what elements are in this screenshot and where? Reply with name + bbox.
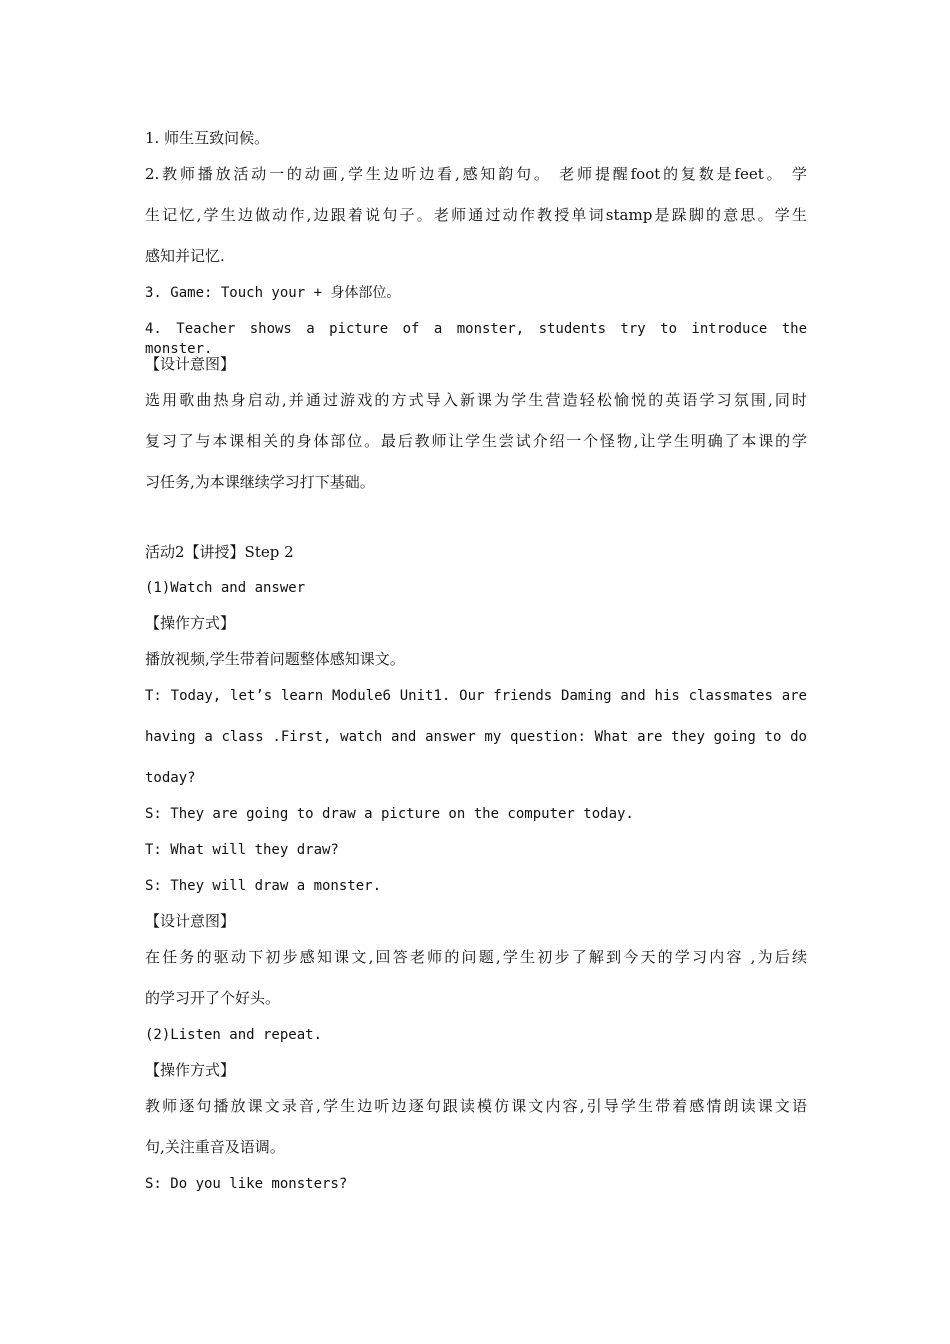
dialogue-teacher-1-end: today? (145, 770, 196, 786)
text-line-step-2: 2.教师播放活动一的动画,学生边听边看,感知韵句。 老师提醒foot的复数是feet。 学 (145, 165, 807, 183)
text-line-operation-2-2: 句,关注重音及语调。 (145, 1138, 285, 1156)
dialogue-teacher-1: T: Today, let’s learn Module6 Unit1. Our friends Daming and his classmates are (145, 688, 807, 704)
text-line-operation-2-1: 教师逐句播放课文录音,学生边听边逐句跟读模仿课文内容,引导学生带着感情朗读课文语 (145, 1097, 807, 1115)
section-heading-design-intent: 【设计意图】 (145, 355, 236, 373)
dialogue-teacher-1-cont: having a class .First, watch and answer my question: What are they going to do (145, 729, 807, 745)
text-line-intent-3: 习任务,为本课继续学习打下基础。 (145, 473, 375, 491)
text-line-intent-1: 选用歌曲热身启动,并通过游戏的方式导入新课为学生营造轻松愉悦的英语学习氛围,同时 (145, 391, 807, 409)
text-line-operation-1: 播放视频,学生带着问题整体感知课文。 (145, 650, 405, 668)
dialogue-student-3: S: Do you like monsters? (145, 1176, 348, 1192)
text-line-step-3: 3. Game: Touch your + 身体部位。 (145, 285, 401, 301)
text-line-step-4: 4. Teacher shows a picture of a monster, students try to introduce the monster. (145, 321, 807, 357)
subsection-watch-answer: (1)Watch and answer (145, 580, 306, 596)
activity-2-title: 活动2【讲授】Step 2 (145, 543, 294, 561)
section-heading-operation-2: 【操作方式】 (145, 1061, 236, 1079)
text-line-step-2-end: 感知并记忆. (145, 247, 225, 265)
dialogue-student-2: S: They will draw a monster. (145, 878, 382, 894)
dialogue-student-1: S: They are going to draw a picture on the computer today. (145, 806, 634, 822)
text-line-step-2-cont: 生记忆,学生边做动作,边跟着说句子。老师通过动作教授单词stamp是跺脚的意思。学生 (145, 206, 807, 224)
text-line-intent-2-1: 在任务的驱动下初步感知课文,回答老师的问题,学生初步了解到今天的学习内容 ,为后续 (145, 948, 807, 966)
section-heading-operation: 【操作方式】 (145, 614, 236, 632)
text-line-step-1: 1. 师生互致问候。 (145, 129, 270, 147)
subsection-listen-repeat: (2)Listen and repeat. (145, 1027, 323, 1043)
dialogue-teacher-2: T: What will they draw? (145, 842, 339, 858)
text-line-intent-2: 复习了与本课相关的身体部位。最后教师让学生尝试介绍一个怪物,让学生明确了本课的学 (145, 432, 807, 450)
section-heading-design-intent-2: 【设计意图】 (145, 912, 236, 930)
text-line-intent-2-2: 的学习开了个好头。 (145, 989, 281, 1007)
